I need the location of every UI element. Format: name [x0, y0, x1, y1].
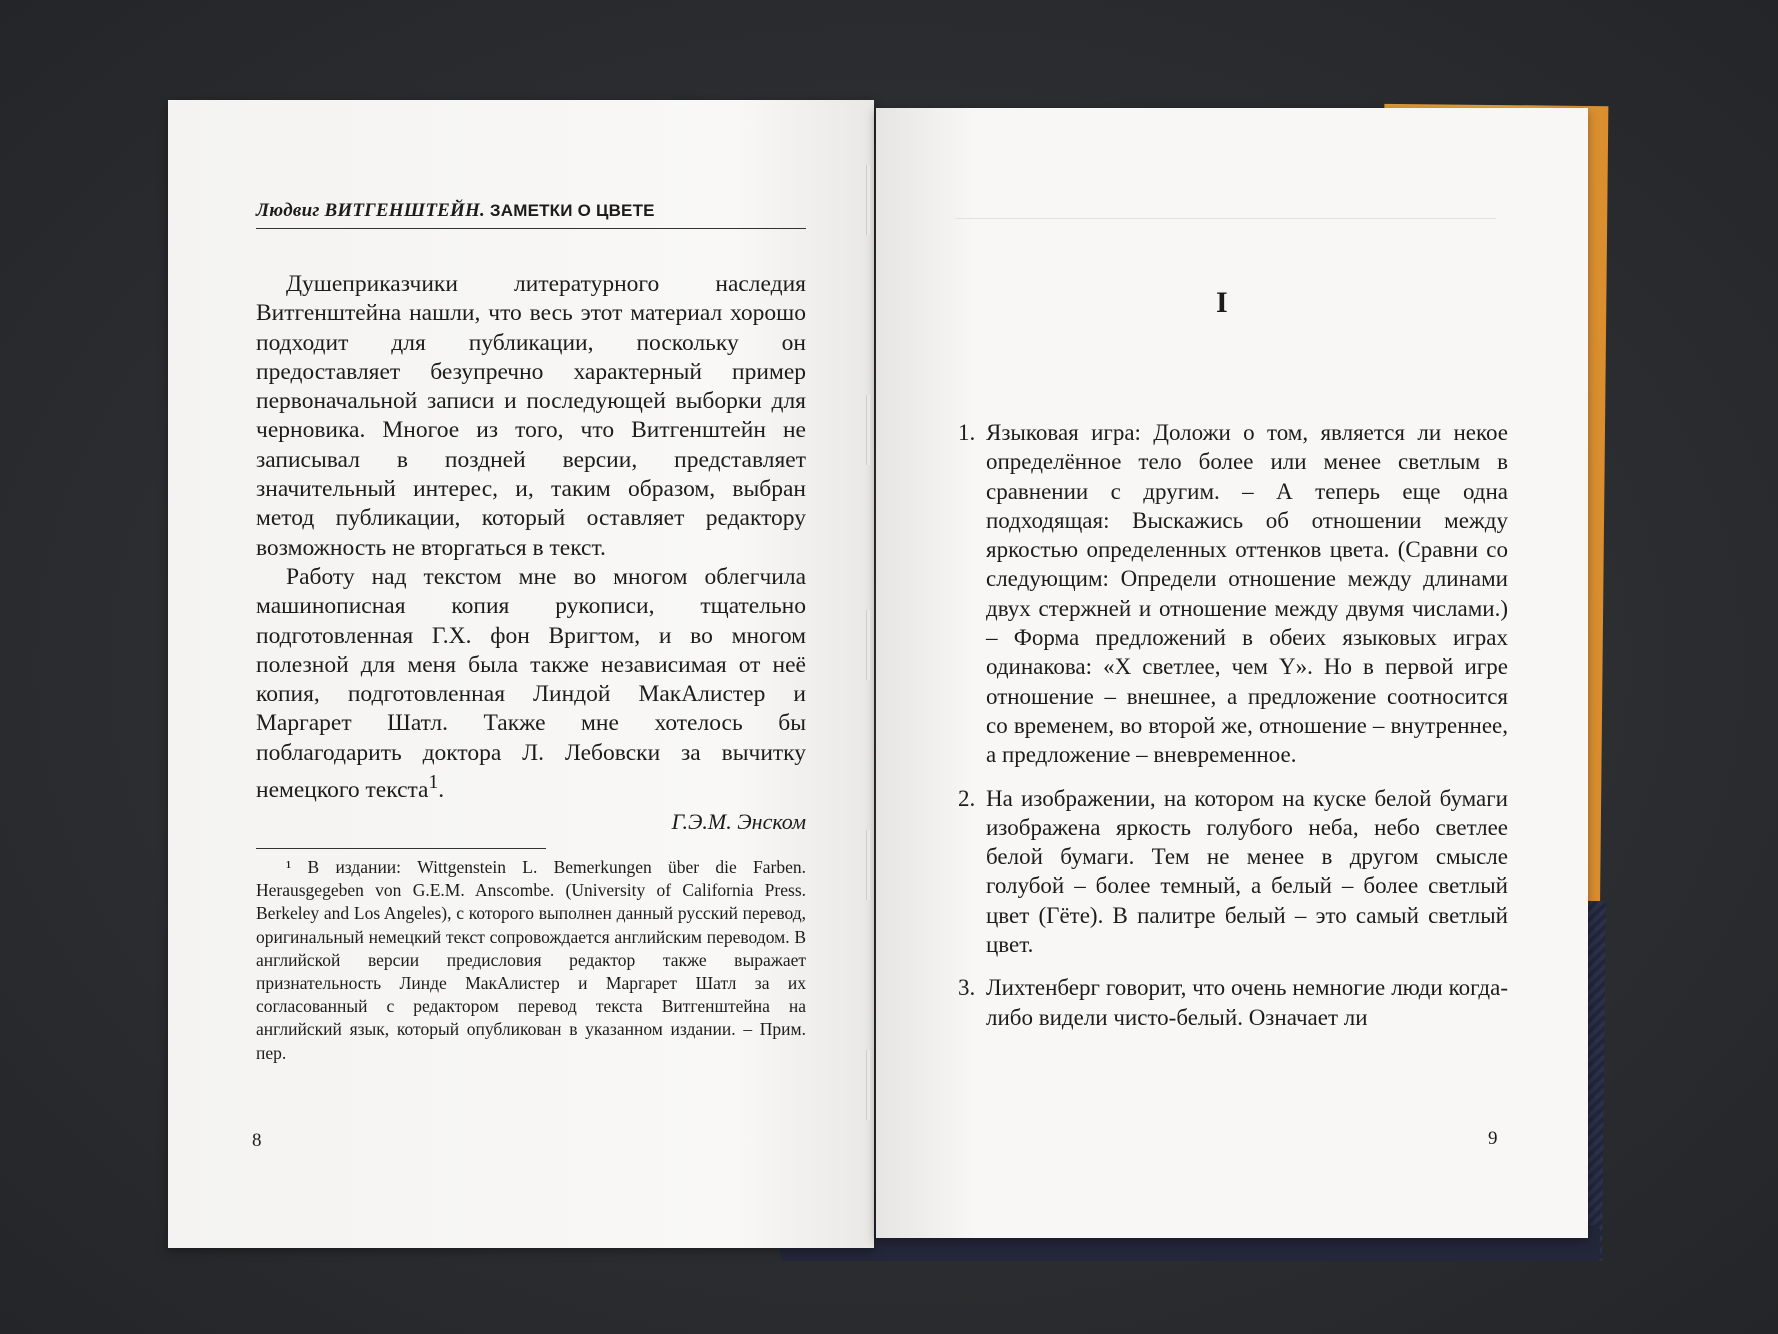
- footnote: [256, 856, 806, 1065]
- remark-item: [958, 418, 1508, 770]
- remark-item: [958, 784, 1508, 960]
- binding-stitch: [866, 395, 870, 465]
- binding-stitch: [866, 830, 870, 900]
- preface-text: [256, 270, 806, 836]
- running-head-title: ЗАМЕТКИ О ЦВЕТЕ: [489, 201, 655, 220]
- paragraph: Душеприказчики литературного наследия Витгенштейна нашли, что весь этот материал хорошо подходит для публикации, поскольку он предоставляет безупречно характерный пример первоначальной записи и последующей выборки для черновика. Многое из того, что Витгенштейн не записывал в поздней версии, представляет значительный интерес, и, таким образом, выбран метод публикации, который оставляет редактору возможность не вторгаться в текст.: [256, 271, 806, 561]
- show-through-head: [956, 204, 1496, 219]
- binding-stitch: [866, 165, 870, 235]
- remark-item: [958, 973, 1508, 1032]
- footnote-mark: 1: [428, 772, 439, 794]
- paragraph: Работу над текстом мне во многом облегчила машинописная копия рукописи, тщательно подготовленная Г.Х. фон Вригтом, и во многом полезной для меня была также независимая от неё копия, подготовленная Линдой МакАлистер и Маргарет Шатл. Также мне хотелось бы поблагодарить доктора Л. Лебовски за вычитку немецкого текста$^1$.: [256, 563, 806, 803]
- chapter-number: I: [1216, 286, 1228, 319]
- signature: Г.Э.М. Энском: [671, 809, 806, 835]
- remark-number: 3.: [958, 975, 976, 1001]
- binding-stitch: [866, 1050, 870, 1120]
- remark-text: Языковая игра: Доложи о том, является ли некое определённое тело более или менее светлым в сравнении с другим. – А теперь еще одна подходящая: Выскажись об отношении между яркостью определенных оттенков цвета. (Сравни со следующим: Определи отношение между длинами двух стержней и отношение между двумя числами.) – Форма предложений в обеих языковых играх одинакова: «X светлее, чем Y». Но в первой игре отношение – внешнее, а предложение соотносится со временем, во второй же, отношение – внутреннее, а предложение – вневременное.: [986, 420, 1508, 768]
- numbered-remarks: [958, 418, 1508, 1046]
- binding-stitch: [866, 610, 870, 680]
- right-page: [876, 108, 1588, 1238]
- left-page: [168, 100, 874, 1248]
- running-head: [256, 200, 806, 229]
- page-number-left: 8: [252, 1130, 262, 1151]
- footnote-text: ¹ В издании: Wittgenstein L. Bemerkungen über die Farben. Herausgegeben von G.E.M. Anscombe. (University of California Press. Berkeley and Los Angeles), с которого выполнен данный русский перевод, оригинальный немецкий текст сопровождается английским переводом. В английской версии предисловия редактор также выражает признательность Линде МакАлистер и Маргарет Шатл за их согласованный с редактором перевод текста Витгенштейна на английский язык, который опубликован в указанном издании. – Прим. пер.: [256, 857, 806, 1063]
- remark-number: 2.: [958, 785, 976, 811]
- paragraph-text: Работу над текстом мне во многом облегчила машинописная копия рукописи, тщательно подготовленная Г.Х. фон Вригтом, и во многом полезной для меня была также независимая от неё копия, подготовленная Линдой МакАлистер и Маргарет Шатл. Также мне хотелось бы поблагодарить доктора Л. Лебовски за вычитку немецкого текста: [256, 563, 806, 803]
- running-head-author: Людвиг ВИТГЕНШТЕЙН.: [256, 200, 485, 221]
- remark-text: На изображении, на котором на куске белой бумаги изображена яркость голубого неба, небо светлее белой бумаги. Тем не менее в другом смысле голубой – более темный, а белый – более светлый цвет (Гёте). В палитре белый – это самый светлый цвет.: [986, 785, 1508, 958]
- remark-text: Лихтенберг говорит, что очень немногие люди когда-либо видели чисто-белый. Означает ли: [986, 975, 1508, 1030]
- page-number-right: 9: [1488, 1128, 1498, 1149]
- remark-number: 1.: [958, 420, 976, 445]
- footnote-divider: [256, 848, 546, 849]
